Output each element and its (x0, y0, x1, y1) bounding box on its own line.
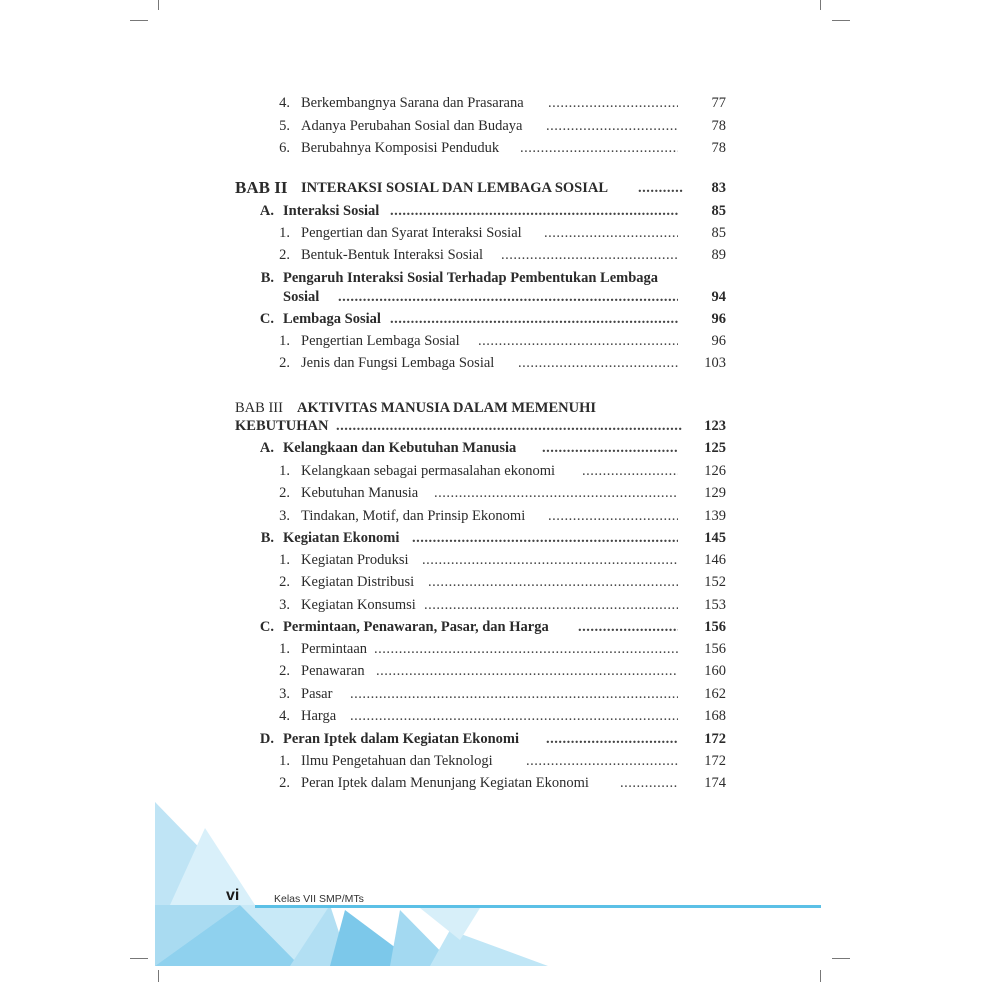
dot-leader (428, 571, 678, 593)
dot-leader (350, 683, 678, 705)
entry-page: 160 (704, 663, 726, 679)
toc-entry[interactable] (0, 352, 982, 374)
entry-number: 4. (279, 708, 290, 724)
section-page: 145 (704, 530, 726, 546)
entry-title: Pasar (301, 686, 333, 702)
entry-page: 168 (704, 708, 726, 724)
dot-leader (620, 772, 678, 794)
entry-title: Kegiatan Konsumsi (301, 597, 416, 613)
dot-leader (578, 616, 678, 638)
dot-leader (544, 222, 678, 244)
dot-leader (542, 437, 678, 459)
entry-page: 146 (704, 552, 726, 568)
toc-entry[interactable] (0, 594, 982, 616)
dot-leader (638, 177, 684, 199)
chapter-title: INTERAKSI SOSIAL DAN LEMBAGA SOSIAL (301, 180, 609, 196)
entry-page: 139 (704, 508, 726, 524)
section-title: Pengaruh Interaksi Sosial Terhadap Pembentukan Lembaga (283, 270, 659, 286)
toc-entry[interactable] (0, 244, 982, 266)
entry-page: 162 (704, 686, 726, 702)
dot-leader (374, 638, 678, 660)
dot-leader (412, 527, 678, 549)
toc-section[interactable] (0, 616, 982, 638)
section-page: 94 (711, 289, 726, 305)
dot-leader (548, 92, 678, 114)
chapter-number: BAB II (235, 178, 288, 197)
toc-chapter[interactable] (0, 177, 982, 199)
entry-page: 126 (704, 463, 726, 479)
dot-leader (424, 594, 678, 616)
dot-leader (526, 750, 678, 772)
entry-number: 4. (279, 95, 290, 111)
footer-rule (255, 905, 821, 908)
entry-title: Adanya Perubahan Sosial dan Budaya (301, 118, 523, 134)
toc-entry[interactable] (0, 482, 982, 504)
section-letter: B. (260, 270, 274, 286)
dot-leader (434, 482, 678, 504)
toc-entry[interactable] (0, 137, 982, 159)
dot-leader (548, 505, 678, 527)
entry-title: Kegiatan Distribusi (301, 574, 415, 590)
entry-page: 96 (711, 333, 726, 349)
entry-title: Kegiatan Produksi (301, 552, 409, 568)
entry-title: Pengertian dan Syarat Interaksi Sosial (301, 225, 522, 241)
entry-page: 78 (711, 118, 726, 134)
toc-entry[interactable] (0, 115, 982, 137)
toc-entry[interactable] (0, 222, 982, 244)
section-title: Permintaan, Penawaran, Pasar, dan Harga (283, 619, 549, 635)
section-page: 96 (711, 311, 726, 327)
entry-title: Tindakan, Motif, dan Prinsip Ekonomi (301, 508, 526, 524)
entry-page: 89 (711, 247, 726, 263)
section-letter: A. (259, 440, 274, 456)
section-title-cont: Sosial (283, 289, 320, 305)
entry-number: 1. (279, 753, 290, 769)
dot-leader (501, 244, 678, 266)
section-letter: A. (259, 203, 274, 219)
entry-page: 174 (704, 775, 726, 791)
toc-entry[interactable] (0, 638, 982, 660)
entry-page: 129 (704, 485, 726, 501)
entry-title: Penawaran (301, 663, 365, 679)
toc-section[interactable] (0, 200, 982, 222)
dot-leader (546, 728, 678, 750)
section-page: 125 (704, 440, 726, 456)
section-letter: C. (259, 619, 274, 635)
toc-entry[interactable] (0, 750, 982, 772)
entry-title: Permintaan (301, 641, 368, 657)
section-letter: C. (259, 311, 274, 327)
chapter-title-cont: KEBUTUHAN (235, 418, 329, 434)
entry-number: 2. (279, 485, 290, 501)
toc-entry[interactable] (0, 330, 982, 352)
section-title: Kelangkaan dan Kebutuhan Manusia (283, 440, 517, 456)
dot-leader (338, 286, 678, 308)
dot-leader (520, 137, 678, 159)
toc-entry[interactable] (0, 549, 982, 571)
toc-chapter-continued[interactable] (0, 415, 982, 437)
dot-leader (582, 460, 678, 482)
entry-page: 77 (711, 95, 726, 111)
entry-page: 152 (704, 574, 726, 590)
entry-title: Pengertian Lembaga Sosial (301, 333, 460, 349)
entry-number: 6. (279, 140, 290, 156)
dot-leader (350, 705, 678, 727)
dot-leader (422, 549, 678, 571)
page-number: vi (226, 887, 240, 904)
entry-title: Ilmu Pengetahuan dan Teknologi (301, 753, 493, 769)
chapter-title: AKTIVITAS MANUSIA DALAM MEMENUHI (297, 400, 597, 416)
toc-entry[interactable] (0, 505, 982, 527)
chapter-page: 83 (711, 180, 726, 196)
section-title: Interaksi Sosial (283, 203, 380, 219)
toc-section-continued[interactable] (0, 286, 982, 308)
entry-number: 1. (279, 225, 290, 241)
entry-number: 3. (279, 686, 290, 702)
entry-page: 103 (704, 355, 726, 371)
toc-entry[interactable] (0, 460, 982, 482)
toc-section[interactable] (0, 527, 982, 549)
toc-entry[interactable] (0, 705, 982, 727)
toc-entry[interactable] (0, 92, 982, 114)
dot-leader (376, 660, 678, 682)
section-title: Kegiatan Ekonomi (283, 530, 400, 546)
section-page: 156 (704, 619, 726, 635)
dot-leader (518, 352, 678, 374)
toc-entry[interactable] (0, 683, 982, 705)
entry-number: 1. (279, 552, 290, 568)
section-letter: B. (260, 530, 274, 546)
entry-page: 153 (704, 597, 726, 613)
toc-entry[interactable] (0, 772, 982, 794)
entry-number: 5. (279, 118, 290, 134)
section-letter: D. (259, 731, 274, 747)
entry-title: Kelangkaan sebagai permasalahan ekonomi (301, 463, 556, 479)
section-title: Peran Iptek dalam Kegiatan Ekonomi (283, 731, 520, 747)
entry-title: Kebutuhan Manusia (301, 485, 419, 501)
entry-number: 2. (279, 355, 290, 371)
entry-number: 1. (279, 333, 290, 349)
entry-page: 78 (711, 140, 726, 156)
section-title: Lembaga Sosial (283, 311, 381, 327)
entry-title: Berkembangnya Sarana dan Prasarana (301, 95, 524, 111)
entry-number: 3. (279, 597, 290, 613)
entry-number: 2. (279, 775, 290, 791)
dot-leader (478, 330, 678, 352)
entry-title: Jenis dan Fungsi Lembaga Sosial (301, 355, 495, 371)
entry-title: Peran Iptek dalam Menunjang Kegiatan Ekonomi (301, 775, 589, 791)
chapter-page: 123 (704, 418, 726, 434)
dot-leader (336, 415, 682, 437)
section-page: 85 (711, 203, 726, 219)
entry-number: 2. (279, 247, 290, 263)
entry-number: 2. (279, 574, 290, 590)
entry-title: Harga (301, 708, 337, 724)
entry-number: 1. (279, 463, 290, 479)
entry-page: 172 (704, 753, 726, 769)
chapter-number: BAB III (235, 400, 283, 416)
entry-number: 2. (279, 663, 290, 679)
section-page: 172 (704, 731, 726, 747)
toc-section[interactable] (0, 437, 982, 459)
book-title: Kelas VII SMP/MTs (274, 893, 364, 905)
dot-leader (390, 308, 678, 330)
toc-entry[interactable] (0, 571, 982, 593)
entry-page: 85 (711, 225, 726, 241)
entry-title: Berubahnya Komposisi Penduduk (301, 140, 500, 156)
entry-page: 156 (704, 641, 726, 657)
entry-number: 3. (279, 508, 290, 524)
toc-section[interactable] (0, 308, 982, 330)
entry-title: Bentuk-Bentuk Interaksi Sosial (301, 247, 484, 263)
dot-leader (390, 200, 678, 222)
entry-number: 1. (279, 641, 290, 657)
dot-leader (546, 115, 678, 137)
toc-section[interactable] (0, 728, 982, 750)
toc-entry[interactable] (0, 660, 982, 682)
